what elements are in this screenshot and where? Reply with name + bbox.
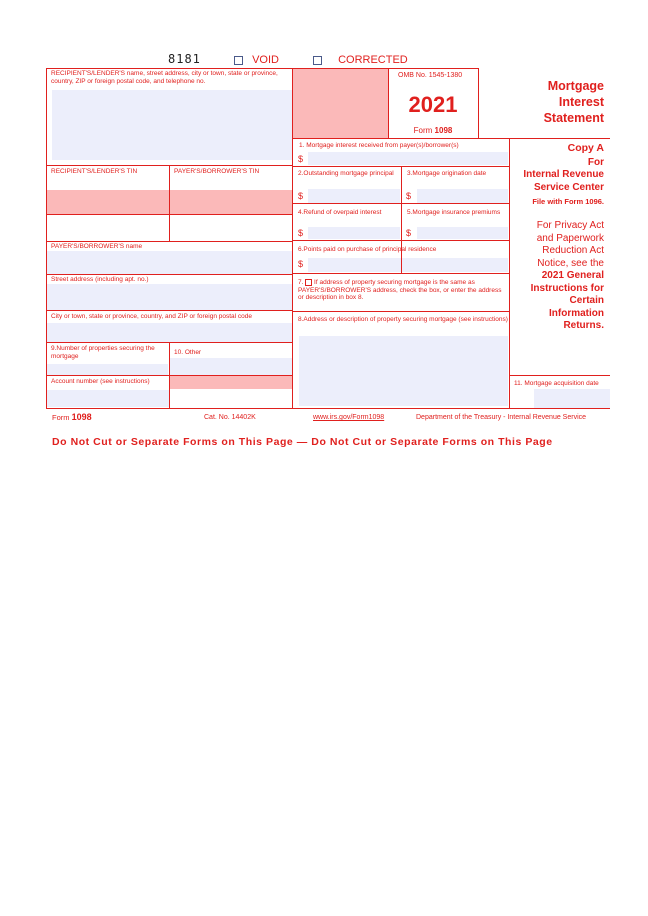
box5-label: 5.Mortgage insurance premiums bbox=[407, 209, 501, 216]
privacy-line-6: Instructions for bbox=[530, 282, 604, 294]
recipient-name-field[interactable] bbox=[52, 90, 292, 160]
form-number: 1098 bbox=[434, 126, 453, 135]
void-checkbox[interactable] bbox=[234, 56, 243, 65]
shaded-area-top bbox=[293, 69, 388, 138]
payer-tin-field[interactable] bbox=[170, 190, 292, 214]
privacy-line-7: Certain bbox=[569, 295, 604, 306]
form-year: 2021 bbox=[408, 92, 458, 117]
recipient-tin-label: RECIPIENT'S/LENDER'S TIN bbox=[51, 168, 138, 175]
box10-field[interactable] bbox=[170, 358, 292, 375]
box11-label: 11. Mortgage acquisition date bbox=[514, 380, 599, 387]
copy-block bbox=[523, 142, 604, 209]
recipient-name-label: RECIPIENT'S/LENDER'S name, street address, city or town, state or province, country, ZIP or foreign postal code, and telephone no. bbox=[51, 70, 278, 85]
title-line-1: Mortgage bbox=[547, 79, 604, 93]
form-code: 8181 bbox=[168, 52, 201, 66]
privacy-line-8: Information bbox=[549, 307, 604, 319]
account-number-field-shaded bbox=[170, 376, 292, 389]
box2-dollar: $ bbox=[298, 191, 304, 201]
box4-dollar: $ bbox=[298, 228, 304, 238]
void-checkbox-group[interactable] bbox=[234, 54, 279, 66]
box11-field[interactable] bbox=[534, 389, 610, 408]
box9-field[interactable] bbox=[47, 364, 168, 375]
privacy-line-2: and Paperwork bbox=[536, 232, 604, 244]
copy-a: Copy A bbox=[567, 142, 604, 154]
box3-field[interactable] bbox=[417, 189, 508, 203]
form-1098 bbox=[46, 68, 610, 409]
footer-form-word: Form bbox=[52, 413, 70, 422]
irs-line-1: Internal Revenue bbox=[523, 169, 604, 180]
privacy-block bbox=[531, 220, 604, 333]
box5-dollar: $ bbox=[406, 228, 412, 238]
box8-field[interactable] bbox=[299, 336, 508, 406]
for-label: For bbox=[587, 156, 604, 168]
privacy-line-1: For Privacy Act bbox=[536, 220, 604, 231]
title-line-2: Interest bbox=[558, 95, 604, 109]
city-label: City or town, state or province, country, and ZIP or foreign postal code bbox=[51, 313, 252, 320]
box1-dollar: $ bbox=[298, 154, 304, 164]
recipient-tin-field[interactable] bbox=[47, 190, 169, 214]
box1-label: 1. Mortgage interest received from payer(s)/borrower(s) bbox=[299, 142, 459, 149]
cat-number: Cat. No. 14402K bbox=[204, 414, 256, 421]
street-address-label: Street address (including apt. no.) bbox=[51, 276, 149, 283]
box10-label: 10. Other bbox=[174, 349, 202, 356]
box6-field[interactable] bbox=[308, 258, 508, 272]
privacy-line-3: Reduction Act bbox=[542, 245, 604, 256]
box6-dollar: $ bbox=[298, 259, 304, 269]
payer-name-label: PAYER'S/BORROWER'S name bbox=[51, 243, 143, 250]
box5-field[interactable] bbox=[417, 227, 508, 239]
void-label: VOID bbox=[252, 54, 279, 66]
box7-checkbox[interactable] bbox=[305, 279, 312, 286]
corrected-label: CORRECTED bbox=[338, 54, 408, 66]
privacy-line-9: Returns. bbox=[563, 320, 604, 331]
city-field[interactable] bbox=[47, 323, 292, 342]
street-address-field[interactable] bbox=[47, 284, 292, 310]
department-label: Department of the Treasury - Internal Revenue Service bbox=[416, 414, 587, 421]
account-number-label: Account number (see instructions) bbox=[51, 378, 150, 385]
box4-label: 4.Refund of overpaid interest bbox=[298, 209, 382, 216]
form-title bbox=[544, 78, 604, 126]
privacy-line-5: 2021 General bbox=[541, 270, 604, 281]
box1-field[interactable] bbox=[308, 152, 508, 165]
do-not-cut-warning: Do Not Cut or Separate Forms on This Page — Do Not Cut or Separate Forms on This Page bbox=[52, 436, 553, 448]
box6-label: 6.Points paid on purchase of principal residence bbox=[298, 246, 437, 253]
box2-field[interactable] bbox=[308, 189, 400, 203]
footer-form-label bbox=[52, 412, 92, 422]
irs-website-link[interactable]: www.irs.gov/Form1098 bbox=[313, 414, 385, 421]
privacy-line-4: Notice, see the bbox=[537, 257, 604, 269]
payer-name-field[interactable] bbox=[47, 251, 292, 274]
box2-label: 2.Outstanding mortgage principal bbox=[298, 170, 394, 177]
box7-label bbox=[298, 279, 508, 302]
box3-label: 3.Mortgage origination date bbox=[407, 170, 487, 177]
corrected-checkbox[interactable] bbox=[313, 56, 322, 65]
omb-number: OMB No. 1545-1380 bbox=[398, 72, 463, 79]
payer-tin-label: PAYER'S/BORROWER'S TIN bbox=[174, 168, 260, 175]
account-number-field-left[interactable] bbox=[47, 390, 169, 407]
box3-dollar: $ bbox=[406, 191, 412, 201]
box8-label: 8.Address or description of property securing mortgage (see instructions) bbox=[298, 316, 508, 323]
corrected-checkbox-group[interactable] bbox=[313, 54, 408, 66]
box7-number: 7. bbox=[298, 279, 304, 287]
footer-form-number: 1098 bbox=[71, 412, 92, 422]
irs-line-2: Service Center bbox=[533, 181, 604, 193]
form-number-label bbox=[388, 126, 478, 135]
file-with: File with Form 1096. bbox=[532, 197, 604, 206]
form-word: Form bbox=[413, 126, 433, 135]
box4-field[interactable] bbox=[308, 227, 400, 239]
box7-text: If address of property securing mortgage is the same as PAYER'S/BORROWER'S address, check the box, or enter the address or description in box 8. bbox=[298, 279, 502, 302]
title-line-3: Statement bbox=[543, 111, 604, 125]
box9-label: 9.Number of properties securing the mortgage bbox=[51, 345, 155, 360]
